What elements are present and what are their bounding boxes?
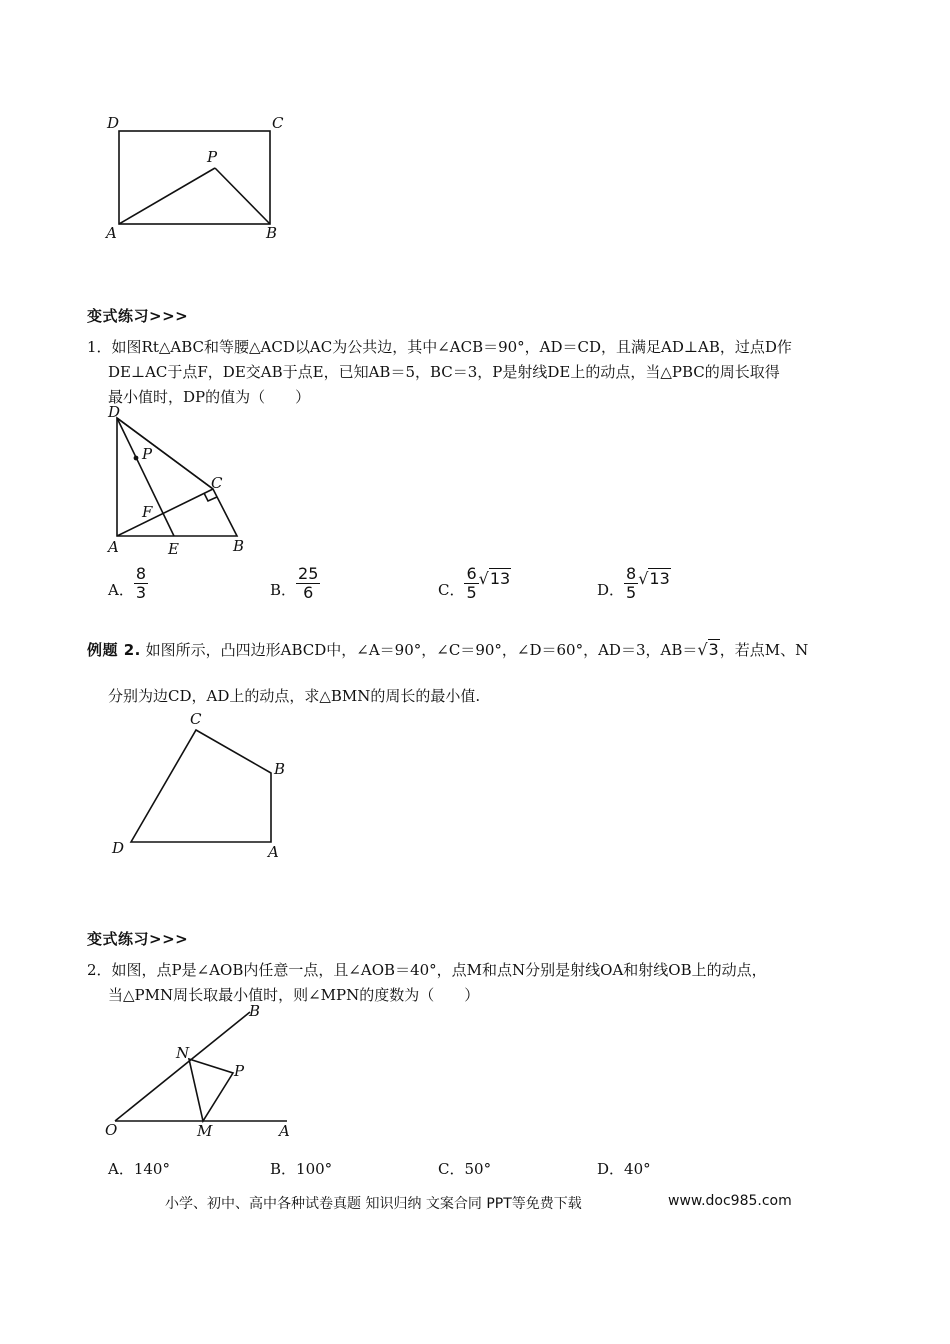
label-a: A (106, 224, 117, 242)
point-p (134, 456, 139, 461)
section-title-practice-2: 变式练习>>> (87, 930, 189, 948)
figure-rectangle-abcd (100, 105, 300, 245)
label-c: C (190, 710, 202, 728)
figure-angle-aob (100, 1000, 300, 1145)
label-c: C (211, 474, 223, 492)
radicand: 3 (708, 640, 719, 659)
example-2-line-2: 分别为边CD，AD上的动点，求△BMN的周长的最小值. (108, 687, 481, 705)
label-e: E (168, 540, 179, 558)
label-a: A (279, 1122, 290, 1140)
label-m: M (197, 1122, 213, 1140)
numerator: 6 (466, 564, 477, 583)
label-p: P (207, 148, 218, 166)
denominator: 5 (466, 583, 477, 602)
option-letter: A． (108, 1160, 134, 1178)
option-value: 40° (624, 1160, 651, 1178)
option-d[interactable] (597, 1158, 651, 1179)
option-c[interactable] (438, 560, 511, 602)
label-b: B (233, 537, 245, 555)
label-p: P (142, 445, 153, 463)
denominator: 6 (303, 583, 314, 602)
example-2-line-1 (87, 637, 808, 663)
quadrilateral-shape (131, 730, 271, 842)
numerator: 8 (135, 564, 147, 583)
option-value: 140° (133, 1160, 170, 1178)
numerator: 25 (298, 564, 319, 583)
option-c-letter: C． (438, 581, 465, 599)
label-c: C (272, 114, 284, 132)
figure-quadrilateral-abcd (100, 705, 300, 865)
option-value: 50° (464, 1160, 492, 1178)
label-b: B (249, 1002, 261, 1020)
label-d: D (107, 114, 120, 132)
option-letter: C． (438, 1160, 465, 1178)
sqrt-3: √3 (697, 640, 719, 659)
question-2-line-1 (87, 958, 767, 983)
option-b[interactable] (270, 560, 320, 602)
example-2-text-end: ，若点M、N (719, 641, 809, 659)
denominator: 5 (626, 583, 637, 602)
option-letter: D． (597, 1160, 625, 1178)
option-a[interactable] (108, 1158, 170, 1179)
label-a: A (108, 538, 119, 556)
question-1-number: 1． (87, 338, 112, 356)
option-c[interactable] (438, 1158, 491, 1179)
option-d[interactable] (597, 560, 671, 602)
example-2-label: 例题 2. (87, 641, 141, 659)
numerator: 8 (626, 564, 637, 583)
ray-ob (115, 1012, 250, 1121)
segment-dc (117, 418, 213, 489)
question-1-line-3: 最小值时，DP的值为（ ） (108, 388, 311, 406)
option-b[interactable] (270, 1158, 332, 1179)
label-o: O (105, 1121, 118, 1139)
option-a[interactable] (108, 560, 148, 602)
option-a-fraction (134, 565, 148, 602)
label-n: N (176, 1044, 190, 1062)
option-d-letter: D． (597, 581, 625, 599)
question-2-text: 如图，点P是∠AOB内任意一点，且∠AOB＝40°，点M和点N分别是射线OA和射线OB上的动点， (111, 961, 767, 979)
label-f: F (142, 503, 153, 521)
footer-link[interactable]: www.doc985.com (668, 1193, 792, 1209)
question-1-line-1: 如图Rt△ABC和等腰△ACD以AC为公共边，其中∠ACB＝90°，AD＝CD，且满足AD⊥AB，过点D作 (111, 338, 792, 356)
radicand: 13 (489, 569, 511, 588)
question-2-number: 2． (87, 961, 112, 979)
option-value: 100° (296, 1160, 333, 1178)
label-p: P (234, 1062, 245, 1080)
option-a-letter: A． (108, 581, 134, 599)
option-d-fraction (624, 565, 638, 602)
radicand: 13 (649, 569, 670, 588)
label-a: A (268, 843, 279, 861)
option-c-sqrt: √13 (478, 569, 511, 588)
option-b-fraction (296, 565, 320, 602)
question-1-text (87, 335, 792, 360)
denominator: 3 (135, 583, 147, 602)
question-1-line-2: DE⊥AC于点F，DE交AB于点E，已知AB＝5，BC＝3，P是射线DE上的动点，当△PBC的周长取得 (108, 363, 780, 381)
figure-triangles-abc-acd (100, 402, 260, 562)
section-title-practice-1: 变式练习>>> (87, 307, 189, 325)
label-d: D (112, 839, 125, 857)
label-d: D (108, 403, 121, 421)
footer-text: 小学、初中、高中各种试卷真题 知识归纳 文案合同 PPT等免费下载 (165, 1196, 582, 1212)
segment-ac (117, 489, 213, 536)
option-d-sqrt: √13 (638, 569, 670, 588)
option-c-fraction (464, 565, 478, 602)
label-b: B (266, 224, 278, 242)
segment-ap (119, 168, 215, 224)
option-b-letter: B． (270, 581, 297, 599)
segment-pb (215, 168, 270, 224)
option-letter: B． (270, 1160, 297, 1178)
example-2-text: 如图所示，凸四边形ABCD中，∠A＝90°，∠C＝90°，∠D＝60°，AD＝3，AB＝ (145, 641, 698, 659)
question-2-line-2: 当△PMN周长取最小值时，则∠MPN的度数为（ ） (108, 986, 480, 1004)
triangle-pmn (189, 1059, 233, 1121)
label-b: B (274, 760, 286, 778)
